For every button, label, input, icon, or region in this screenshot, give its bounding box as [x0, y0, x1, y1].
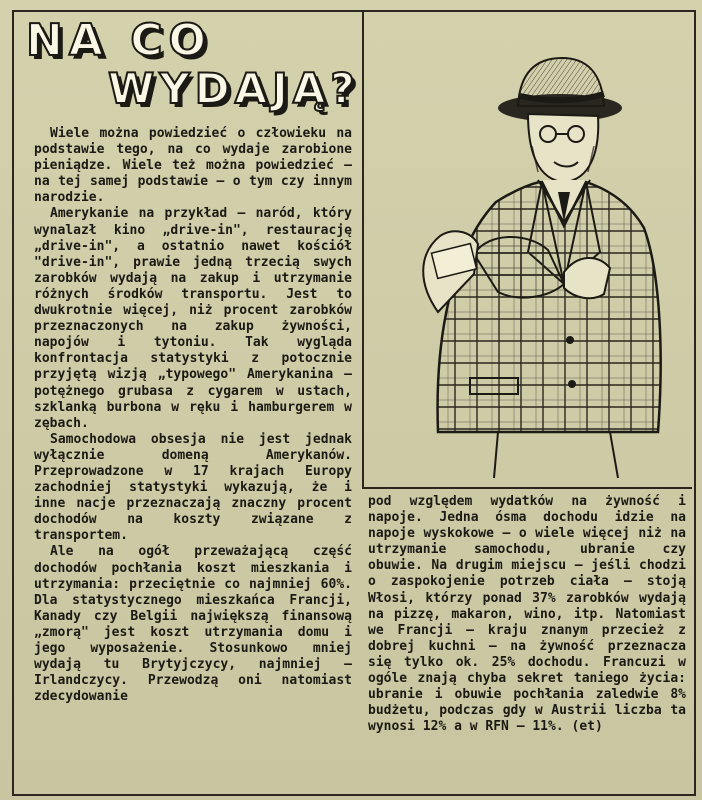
article-column-left [34, 126, 352, 705]
paragraph: Ale na ogół przeważającą część dochodów pochłania koszt mieszkania i utrzymania: przeciętnie co najmniej 60%. Dla statystycznego mieszkańca Francji, Kanady czy Belgii największą finansową „zmorą" jest koszt utrzymania domu i jego wyposażenie. Stosunkowo mniej wydają tu Brytyjczycy, najmniej — Irlandczycy. Przewodzą oni natomiast zdecydowanie [34, 544, 352, 705]
paragraph: Wiele można powiedzieć o człowieku na podstawie tego, na co wydaje zarobione pieniądze. Wiele też można powiedzieć — na tej samej podstawie — o tym czy innym narodzie. [34, 126, 352, 206]
man-illustration [378, 22, 678, 478]
column-divider-horizontal [362, 487, 692, 489]
headline-line-2: WYDAJĄ? [108, 64, 360, 113]
hat-icon [498, 58, 622, 122]
article-column-right [368, 494, 686, 735]
paragraph: Amerykanie na przykład — naród, który wynalazł kino „drive-in", restaurację „drive-in", a ostatnio nawet kościół "drive-in", prawie jedną trzecią swych zarobków wydają na zakup i utrzymanie różnych środków transportu. Jest to dwukrotnie więcej, niż procent zarobków przeznaczonych na zakup żywności, napojów i tytoniu. Tak wygląda konfrontacja statystyki z potocznie przyjętą wizją „typowego" Amerykanina — potężnego grubasa z cygarem w ustach, szklanką burbona w ręku i hamburgerem w zębach. [34, 206, 352, 431]
headline-line-1: NA CO [26, 15, 212, 66]
column-divider-vertical [362, 10, 364, 488]
paragraph: pod względem wydatków na żywność i napoje. Jedna ósma dochodu idzie na napoje wyskokowe — o wiele więcej niż na utrzymanie samochodu, ubranie czy obuwie. Na drugim miejscu — jeśli chodzi o zaspokojenie potrzeb ciała — stoją Włosi, którzy ponad 37% zarobków wydają na pizzę, makaron, wino, itp. Natomiast we Francji — kraju znanym przecież z dobrej kuchni — na żywność przeznacza się tylko ok. 25% dochodu. Francuzi w ogóle znają chyba sekret taniego życia: ubranie i obuwie pochłania zaledwie 8% budżetu, podczas gdy w Austrii liczba ta wynosi 12% a w RFN — 11%. (et) [368, 494, 686, 735]
paragraph: Samochodowa obsesja nie jest jednak wyłącznie domeną Amerykanów. Przeprowadzone w 17 krajach Europy zachodniej statystyki wykazują, że i inne nacje przeznaczają znaczny procent dochodów na koszty związane z transportem. [34, 431, 352, 544]
